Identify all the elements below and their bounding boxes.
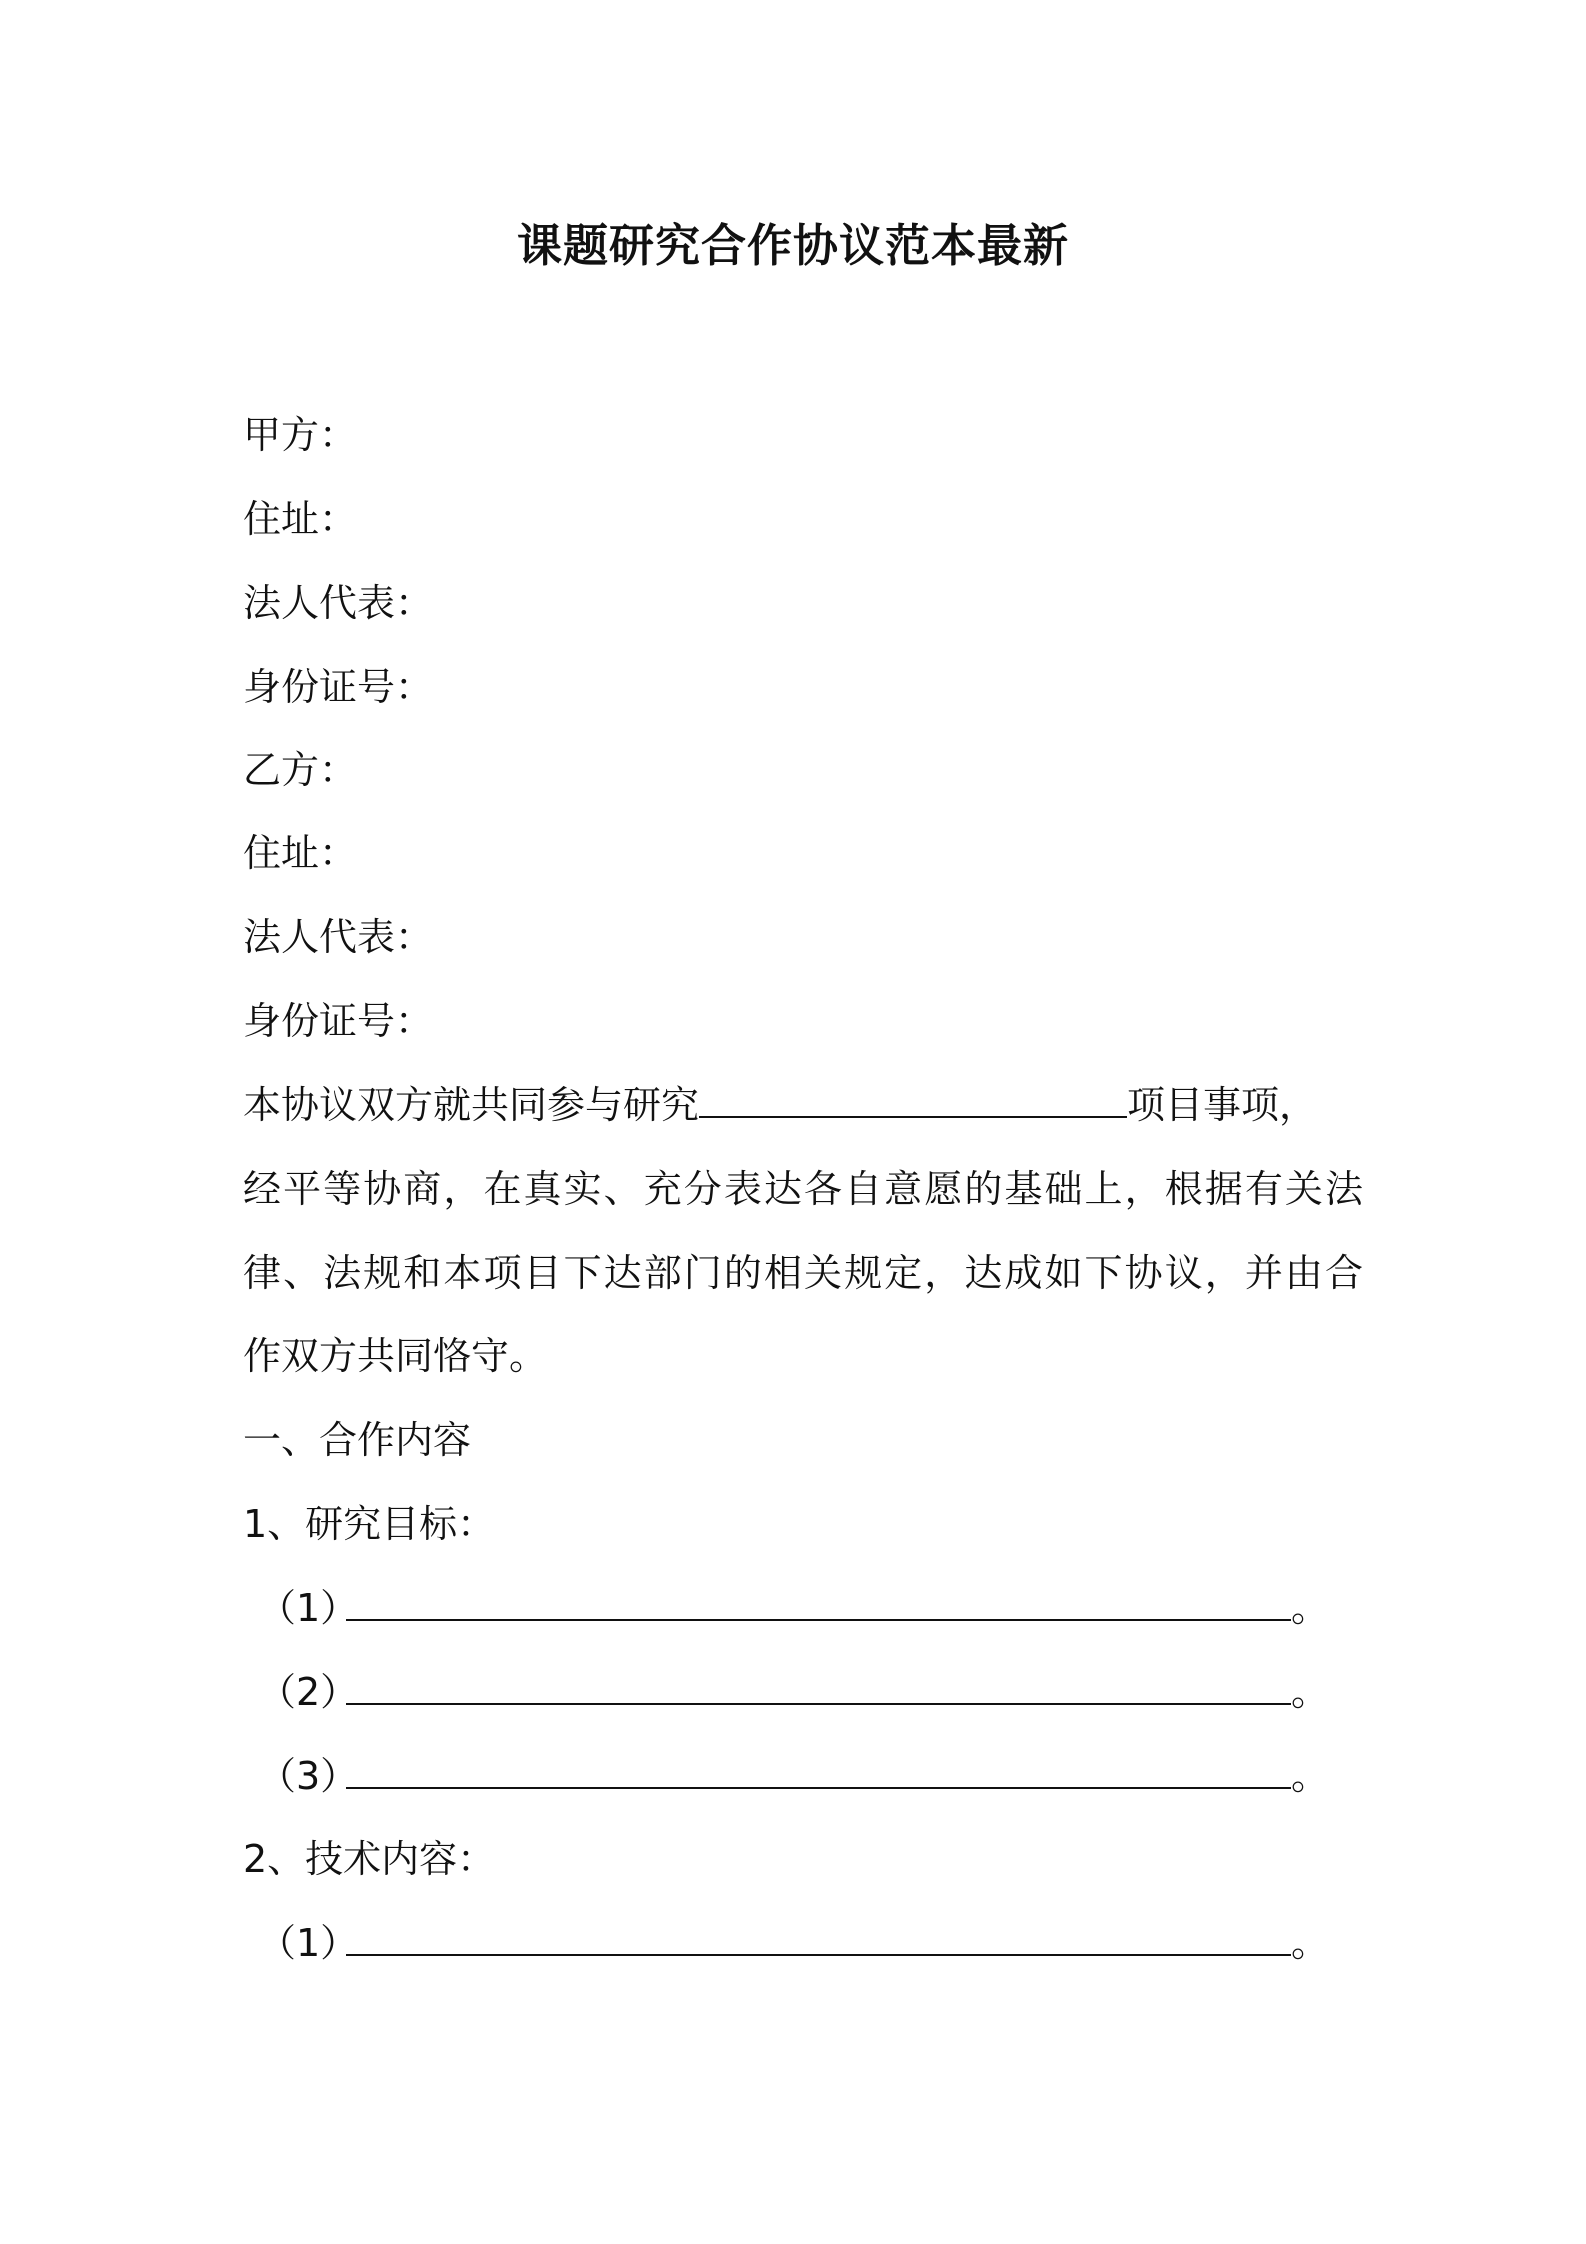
research-goal-item [258, 1583, 1329, 1633]
preamble-line-3: 律、法规和本项目下达部门的相关规定，达成如下协议，并由合 [243, 1251, 1363, 1295]
end-mark: 。 [1291, 1670, 1330, 1714]
research-goal-blank[interactable] [346, 1751, 1291, 1789]
end-mark: 。 [1291, 1921, 1330, 1965]
party-b-address: 住址： [243, 831, 358, 875]
end-mark: 。 [1291, 1754, 1330, 1798]
research-goal-item [258, 1667, 1329, 1717]
preamble-line-1-end: 项目事项， [1127, 1083, 1318, 1127]
preamble-line-1-start: 本协议双方就共同参与研究 [243, 1083, 700, 1127]
party-a-id-number: 身份证号： [243, 665, 434, 709]
project-name-blank[interactable] [699, 1080, 1127, 1118]
technical-content-blank[interactable] [346, 1918, 1291, 1956]
technical-content-item [258, 1918, 1329, 1968]
item-number: （1） [258, 1921, 359, 1965]
item-number: （2） [258, 1670, 359, 1714]
party-b-id-number: 身份证号： [243, 999, 434, 1043]
technical-content-heading: 2、技术内容： [243, 1837, 496, 1881]
end-mark: 。 [1291, 1586, 1330, 1630]
document-title: 课题研究合作协议范本最新 [516, 219, 1069, 272]
party-b-legal-rep: 法人代表： [243, 915, 434, 959]
research-goal-blank[interactable] [346, 1667, 1291, 1705]
party-b-label: 乙方： [243, 748, 358, 792]
research-goals-heading: 1、研究目标： [243, 1502, 496, 1546]
preamble-line-1 [243, 1080, 1317, 1130]
item-number: （3） [258, 1754, 359, 1798]
section-1-heading: 一、合作内容 [243, 1418, 472, 1462]
party-a-legal-rep: 法人代表： [243, 581, 434, 625]
item-number: （1） [258, 1586, 359, 1630]
preamble-line-4: 作双方共同恪守。 [243, 1334, 548, 1378]
party-a-label: 甲方： [243, 413, 358, 457]
research-goal-item [258, 1751, 1329, 1801]
research-goal-blank[interactable] [346, 1583, 1291, 1621]
preamble-line-2: 经平等协商，在真实、充分表达各自意愿的基础上，根据有关法 [243, 1167, 1363, 1211]
party-a-address: 住址： [243, 497, 358, 541]
